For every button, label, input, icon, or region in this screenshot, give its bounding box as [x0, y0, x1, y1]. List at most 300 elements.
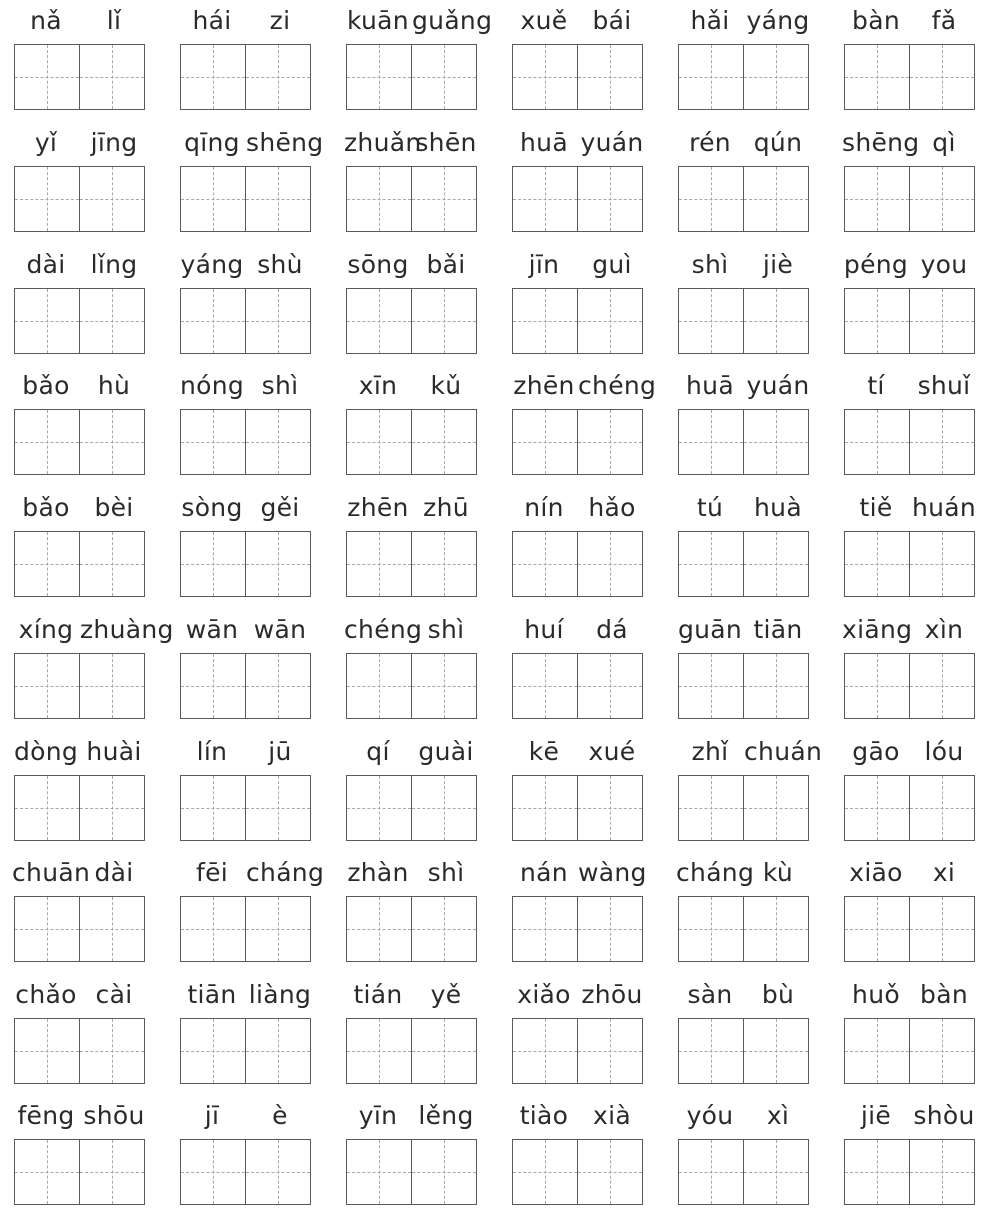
guide-line-horizontal [15, 1051, 79, 1052]
guide-line-horizontal [845, 929, 909, 930]
character-writing-box[interactable] [844, 1139, 910, 1205]
pinyin-syllable: xíng [18, 615, 74, 644]
character-writing-box[interactable] [14, 1139, 80, 1205]
character-writing-box[interactable] [577, 44, 643, 110]
character-writing-box[interactable] [678, 1139, 744, 1205]
pinyin-syllable: tú [696, 493, 724, 522]
character-writing-box[interactable] [411, 288, 477, 354]
character-writing-box[interactable] [512, 775, 578, 841]
word-cell [12, 613, 174, 725]
character-writing-box[interactable] [346, 531, 412, 597]
character-writing-box[interactable] [577, 166, 643, 232]
guide-line-horizontal [246, 808, 310, 809]
character-writing-box[interactable] [909, 896, 975, 962]
character-writing-box[interactable] [577, 288, 643, 354]
character-writing-box[interactable] [512, 1139, 578, 1205]
pinyin-syllable: zhuǎn [344, 128, 422, 157]
character-writing-box[interactable] [346, 166, 412, 232]
word-cell [676, 491, 812, 603]
pinyin-syllable: zhōu [581, 980, 643, 1009]
character-writing-box[interactable] [14, 166, 80, 232]
guide-line-horizontal [513, 929, 577, 930]
character-writing-box[interactable] [743, 1139, 809, 1205]
guide-line-horizontal [347, 1172, 411, 1173]
word-cell [842, 4, 978, 116]
character-writing-box[interactable] [180, 1018, 246, 1084]
character-writing-box[interactable] [909, 288, 975, 354]
guide-line-horizontal [679, 442, 743, 443]
character-writing-box[interactable] [346, 1139, 412, 1205]
guide-line-horizontal [578, 929, 642, 930]
word-cell [676, 4, 812, 116]
guide-line-horizontal [80, 686, 144, 687]
pinyin-syllable: lín [196, 737, 228, 766]
guide-line-horizontal [246, 321, 310, 322]
guide-line-horizontal [845, 564, 909, 565]
character-writing-box[interactable] [346, 1018, 412, 1084]
guide-line-horizontal [347, 686, 411, 687]
word-cell [842, 735, 978, 847]
character-writing-box[interactable] [577, 775, 643, 841]
character-writing-box[interactable] [577, 1018, 643, 1084]
guide-line-horizontal [181, 564, 245, 565]
character-writing-box[interactable] [909, 1018, 975, 1084]
character-writing-box[interactable] [678, 653, 744, 719]
pinyin-syllable: shuǐ [917, 371, 971, 400]
character-writing-box[interactable] [577, 1139, 643, 1205]
word-cell [510, 369, 657, 481]
word-cell [510, 856, 646, 968]
character-writing-box[interactable] [678, 896, 744, 962]
character-writing-box[interactable] [79, 166, 145, 232]
character-writing-box[interactable] [411, 1139, 477, 1205]
character-writing-box[interactable] [844, 896, 910, 962]
guide-line-horizontal [246, 77, 310, 78]
word-cell [12, 369, 148, 481]
guide-line-horizontal [910, 686, 974, 687]
character-writing-box[interactable] [245, 166, 311, 232]
word-cell [676, 978, 812, 1090]
character-writing-box[interactable] [79, 409, 145, 475]
guide-line-horizontal [513, 808, 577, 809]
pinyin-syllable: huán [911, 493, 977, 522]
guide-line-horizontal [181, 442, 245, 443]
character-writing-box[interactable] [909, 166, 975, 232]
character-writing-box[interactable] [79, 896, 145, 962]
character-writing-box[interactable] [346, 409, 412, 475]
character-writing-box[interactable] [743, 653, 809, 719]
guide-line-horizontal [15, 442, 79, 443]
character-writing-box[interactable] [180, 653, 246, 719]
pinyin-syllable: kuān [347, 6, 409, 35]
character-writing-box[interactable] [180, 896, 246, 962]
character-writing-box[interactable] [678, 288, 744, 354]
character-writing-box[interactable] [909, 44, 975, 110]
guide-line-horizontal [15, 686, 79, 687]
guide-line-horizontal [744, 77, 808, 78]
word-cell [344, 491, 480, 603]
character-writing-box[interactable] [512, 409, 578, 475]
pinyin-syllable: kù [762, 858, 794, 887]
character-writing-box[interactable] [245, 775, 311, 841]
character-writing-box[interactable] [577, 409, 643, 475]
character-writing-box[interactable] [14, 288, 80, 354]
character-writing-box[interactable] [346, 44, 412, 110]
pinyin-syllable: qún [753, 128, 803, 157]
pinyin-syllable: bǎo [22, 371, 70, 400]
pinyin-syllable: fēng [17, 1101, 75, 1130]
character-writing-box[interactable] [743, 409, 809, 475]
pinyin-syllable: shēn [415, 128, 477, 157]
character-writing-box[interactable] [14, 1018, 80, 1084]
character-writing-box[interactable] [245, 1018, 311, 1084]
pinyin-syllable: yáng [180, 250, 244, 279]
character-writing-box[interactable] [411, 1018, 477, 1084]
pinyin-syllable: tián [353, 980, 403, 1009]
word-cell [344, 4, 493, 116]
pinyin-syllable: xì [766, 1101, 790, 1130]
guide-line-horizontal [578, 199, 642, 200]
pinyin-syllable: qí [366, 737, 390, 766]
guide-line-horizontal [744, 808, 808, 809]
word-cell [178, 248, 314, 360]
character-writing-box[interactable] [411, 775, 477, 841]
word-cell [344, 735, 480, 847]
character-writing-box[interactable] [512, 44, 578, 110]
character-writing-box[interactable] [79, 44, 145, 110]
guide-line-horizontal [679, 564, 743, 565]
guide-line-horizontal [845, 77, 909, 78]
character-writing-box[interactable] [512, 896, 578, 962]
guide-line-horizontal [578, 442, 642, 443]
character-writing-box[interactable] [577, 531, 643, 597]
character-writing-box[interactable] [844, 653, 910, 719]
pinyin-syllable: jīng [90, 128, 138, 157]
word-cell [676, 735, 823, 847]
character-writing-box[interactable] [844, 775, 910, 841]
guide-line-horizontal [744, 1172, 808, 1173]
pinyin-syllable: shōu [83, 1101, 145, 1130]
word-cell [510, 978, 646, 1090]
guide-line-horizontal [80, 199, 144, 200]
pinyin-syllable: liàng [248, 980, 312, 1009]
character-writing-box[interactable] [512, 531, 578, 597]
pinyin-syllable: tiān [753, 615, 803, 644]
guide-line-horizontal [845, 1051, 909, 1052]
word-cell [842, 613, 978, 725]
pinyin-syllable: bǎi [426, 250, 466, 279]
pinyin-syllable: xià [593, 1101, 631, 1130]
character-writing-box[interactable] [245, 1139, 311, 1205]
guide-line-horizontal [412, 321, 476, 322]
character-writing-box[interactable] [512, 1018, 578, 1084]
guide-line-horizontal [845, 686, 909, 687]
word-cell [676, 1099, 812, 1211]
pinyin-syllable: yǐ [34, 128, 58, 157]
pinyin-syllable: jū [268, 737, 292, 766]
character-writing-box[interactable] [79, 288, 145, 354]
pinyin-syllable: guài [418, 737, 474, 766]
character-writing-box[interactable] [909, 531, 975, 597]
guide-line-horizontal [15, 1172, 79, 1173]
guide-line-horizontal [744, 564, 808, 565]
character-writing-box[interactable] [411, 44, 477, 110]
word-cell [842, 491, 978, 603]
character-writing-box[interactable] [577, 653, 643, 719]
word-cell [178, 491, 314, 603]
guide-line-horizontal [246, 442, 310, 443]
pinyin-syllable: jīn [528, 250, 560, 279]
character-writing-box[interactable] [180, 288, 246, 354]
pinyin-syllable: kē [528, 737, 560, 766]
pinyin-syllable: dài [26, 250, 66, 279]
guide-line-horizontal [181, 321, 245, 322]
character-writing-box[interactable] [14, 896, 80, 962]
guide-line-horizontal [578, 808, 642, 809]
character-writing-box[interactable] [743, 531, 809, 597]
character-writing-box[interactable] [678, 409, 744, 475]
character-writing-box[interactable] [678, 775, 744, 841]
guide-line-horizontal [578, 564, 642, 565]
character-writing-box[interactable] [909, 775, 975, 841]
character-writing-box[interactable] [245, 409, 311, 475]
pinyin-syllable: tiě [859, 493, 893, 522]
pinyin-syllable: xiǎo [517, 980, 571, 1009]
word-cell [344, 856, 480, 968]
word-cell [178, 1099, 314, 1211]
pinyin-syllable: rén [689, 128, 731, 157]
pinyin-syllable: wān [253, 615, 307, 644]
character-writing-box[interactable] [14, 44, 80, 110]
pinyin-syllable: jī [204, 1101, 220, 1130]
character-writing-box[interactable] [844, 44, 910, 110]
character-writing-box[interactable] [14, 775, 80, 841]
character-writing-box[interactable] [743, 166, 809, 232]
pinyin-syllable: shù [257, 250, 303, 279]
guide-line-horizontal [412, 77, 476, 78]
word-cell [344, 613, 480, 725]
word-cell [12, 4, 148, 116]
pinyin-syllable: tiān [187, 980, 237, 1009]
pinyin-syllable: qīng [184, 128, 240, 157]
pinyin-syllable: chuán [744, 737, 823, 766]
word-cell [842, 856, 978, 968]
character-writing-box[interactable] [844, 166, 910, 232]
pinyin-syllable: yě [430, 980, 462, 1009]
character-writing-box[interactable] [678, 531, 744, 597]
pinyin-syllable: bèi [94, 493, 134, 522]
guide-line-horizontal [744, 929, 808, 930]
word-cell [12, 126, 148, 238]
word-cell [676, 613, 812, 725]
character-writing-box[interactable] [743, 1018, 809, 1084]
character-writing-box[interactable] [346, 653, 412, 719]
guide-line-horizontal [246, 199, 310, 200]
character-writing-box[interactable] [678, 44, 744, 110]
character-writing-box[interactable] [14, 653, 80, 719]
character-writing-box[interactable] [411, 653, 477, 719]
character-writing-box[interactable] [909, 1139, 975, 1205]
guide-line-horizontal [347, 199, 411, 200]
character-writing-box[interactable] [180, 531, 246, 597]
guide-line-horizontal [744, 1051, 808, 1052]
guide-line-horizontal [910, 1172, 974, 1173]
guide-line-horizontal [910, 199, 974, 200]
guide-line-horizontal [80, 929, 144, 930]
character-writing-box[interactable] [411, 409, 477, 475]
character-writing-box[interactable] [411, 896, 477, 962]
guide-line-horizontal [80, 808, 144, 809]
pinyin-syllable: hái [192, 6, 232, 35]
guide-line-horizontal [578, 77, 642, 78]
word-cell [510, 491, 646, 603]
guide-line-horizontal [412, 686, 476, 687]
character-writing-box[interactable] [678, 166, 744, 232]
guide-line-horizontal [246, 564, 310, 565]
word-cell [344, 1099, 480, 1211]
character-writing-box[interactable] [180, 775, 246, 841]
guide-line-horizontal [347, 442, 411, 443]
character-writing-box[interactable] [79, 1139, 145, 1205]
pinyin-syllable: huǒ [852, 980, 900, 1009]
pinyin-syllable: sàn [687, 980, 733, 1009]
pinyin-syllable: bǎo [22, 493, 70, 522]
character-writing-box[interactable] [79, 1018, 145, 1084]
pinyin-syllable: tiào [519, 1101, 569, 1130]
character-writing-box[interactable] [180, 166, 246, 232]
word-cell [676, 369, 812, 481]
character-writing-box[interactable] [909, 653, 975, 719]
pinyin-syllable: chéng [344, 615, 423, 644]
pinyin-syllable: huā [520, 128, 568, 157]
character-writing-box[interactable] [14, 531, 80, 597]
character-writing-box[interactable] [346, 775, 412, 841]
pinyin-syllable: fēi [195, 858, 229, 887]
pinyin-syllable: yóu [686, 1101, 734, 1130]
guide-line-horizontal [347, 929, 411, 930]
guide-line-horizontal [513, 1051, 577, 1052]
character-writing-box[interactable] [678, 1018, 744, 1084]
character-writing-box[interactable] [245, 896, 311, 962]
guide-line-horizontal [181, 77, 245, 78]
character-writing-box[interactable] [743, 896, 809, 962]
guide-line-horizontal [347, 808, 411, 809]
character-writing-box[interactable] [577, 896, 643, 962]
guide-line-horizontal [845, 321, 909, 322]
pinyin-syllable: chuān [12, 858, 91, 887]
character-writing-box[interactable] [346, 288, 412, 354]
guide-line-horizontal [679, 199, 743, 200]
character-writing-box[interactable] [512, 166, 578, 232]
pinyin-syllable: péng [843, 250, 909, 279]
guide-line-horizontal [744, 442, 808, 443]
guide-line-horizontal [181, 199, 245, 200]
character-writing-box[interactable] [411, 166, 477, 232]
word-cell [510, 248, 646, 360]
word-cell [842, 126, 978, 238]
character-writing-box[interactable] [245, 653, 311, 719]
guide-line-horizontal [246, 1172, 310, 1173]
word-cell [344, 126, 480, 238]
character-writing-box[interactable] [79, 531, 145, 597]
pinyin-syllable: lěng [418, 1101, 474, 1130]
character-writing-box[interactable] [180, 44, 246, 110]
guide-line-horizontal [578, 321, 642, 322]
character-writing-box[interactable] [346, 896, 412, 962]
character-writing-box[interactable] [844, 409, 910, 475]
word-cell [676, 248, 812, 360]
pinyin-syllable: wān [185, 615, 239, 644]
guide-line-horizontal [910, 1051, 974, 1052]
character-writing-box[interactable] [14, 409, 80, 475]
word-cell [12, 856, 148, 968]
guide-line-horizontal [744, 199, 808, 200]
character-writing-box[interactable] [79, 775, 145, 841]
word-cell [676, 126, 812, 238]
pinyin-syllable: guān [677, 615, 743, 644]
pinyin-syllable: hù [97, 371, 131, 400]
pinyin-syllable: sōng [347, 250, 409, 279]
pinyin-syllable: xuě [520, 6, 568, 35]
guide-line-horizontal [412, 199, 476, 200]
character-writing-box[interactable] [245, 531, 311, 597]
character-writing-box[interactable] [844, 1018, 910, 1084]
word-cell [178, 735, 314, 847]
word-cell [12, 1099, 148, 1211]
character-writing-box[interactable] [512, 288, 578, 354]
character-writing-box[interactable] [743, 288, 809, 354]
character-writing-box[interactable] [180, 1139, 246, 1205]
pinyin-syllable: cháng [676, 858, 755, 887]
pinyin-syllable: xué [588, 737, 636, 766]
guide-line-horizontal [513, 321, 577, 322]
pinyin-syllable: cài [95, 980, 133, 1009]
guide-line-horizontal [679, 808, 743, 809]
guide-line-horizontal [910, 808, 974, 809]
pinyin-syllable: huài [86, 737, 142, 766]
guide-line-horizontal [679, 1051, 743, 1052]
pinyin-syllable: zhuàng [80, 615, 174, 644]
pinyin-syllable: zhēn [513, 371, 575, 400]
character-writing-box[interactable] [245, 288, 311, 354]
character-writing-box[interactable] [844, 531, 910, 597]
character-writing-box[interactable] [844, 288, 910, 354]
guide-line-horizontal [910, 564, 974, 565]
word-cell [842, 248, 978, 360]
pinyin-syllable: guì [592, 250, 632, 279]
guide-line-horizontal [910, 77, 974, 78]
guide-line-horizontal [679, 321, 743, 322]
character-writing-box[interactable] [411, 531, 477, 597]
guide-line-horizontal [845, 808, 909, 809]
character-writing-box[interactable] [512, 653, 578, 719]
pinyin-syllable: xiāo [849, 858, 903, 887]
word-cell [510, 613, 646, 725]
character-writing-box[interactable] [909, 409, 975, 475]
guide-line-horizontal [910, 442, 974, 443]
word-cell [842, 1099, 978, 1211]
character-writing-box[interactable] [79, 653, 145, 719]
guide-line-horizontal [15, 929, 79, 930]
character-writing-box[interactable] [743, 44, 809, 110]
guide-line-horizontal [513, 564, 577, 565]
character-writing-box[interactable] [743, 775, 809, 841]
pinyin-syllable: hǎo [588, 493, 636, 522]
pinyin-syllable: xīn [358, 371, 398, 400]
character-writing-box[interactable] [245, 44, 311, 110]
character-writing-box[interactable] [180, 409, 246, 475]
pinyin-syllable: shì [261, 371, 299, 400]
